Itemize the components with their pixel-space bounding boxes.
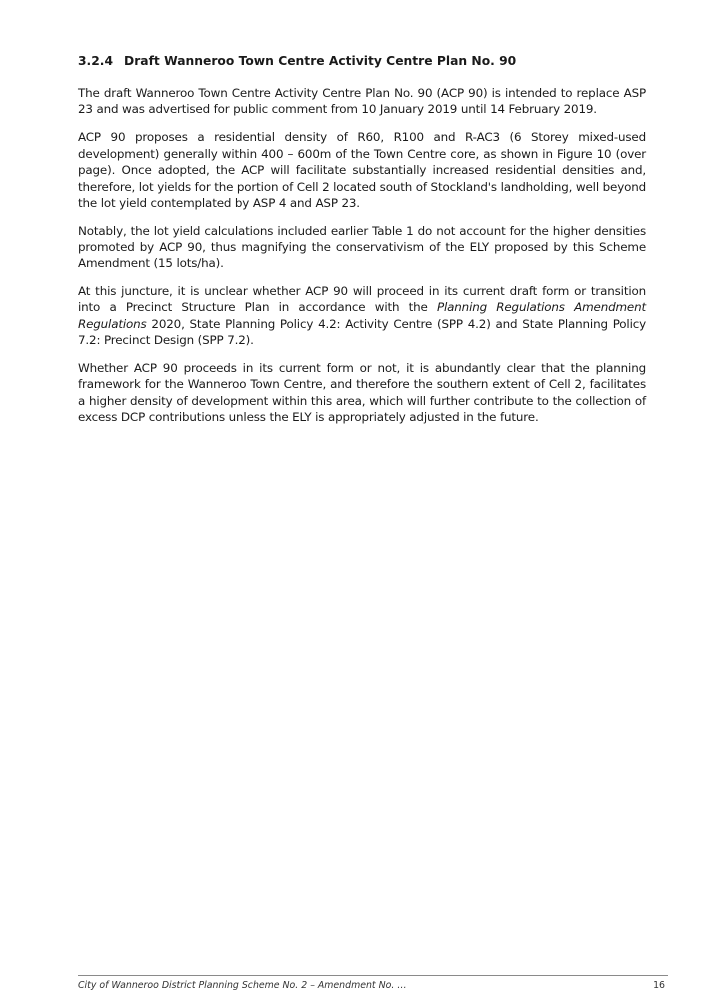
paragraph-2: ACP 90 proposes a residential density of R60, R100 and R-AC3 (6 Storey mixed-used development) generally within 400 – 600m of the Town Centre core, as shown in Figure 10 (over page). Once adopted, the ACP will facilitate substantially increased residential densities and, therefore, lot yields for the portion of Cell 2 located south of Stockland's landholding, well beyond the lot yield contemplated by ASP 4 and ASP 23. bbox=[78, 130, 646, 211]
paragraph-4-text-before: At this juncture, it is unclear whether ACP 90 will proceed in its current draft form or transition into a Precinct Structure Plan in accordance with the bbox=[78, 284, 646, 315]
page-content bbox=[78, 52, 646, 437]
regulation-title: Planning Regulations Amendment Regulations bbox=[78, 300, 646, 331]
paragraph-4-text-after: 2020, State Planning Policy 4.2: Activity Centre (SPP 4.2) and State Planning Policy 7.2: Precinct Design (SPP 7.2). bbox=[78, 316, 646, 348]
footer-document-title: City of Wanneroo District Planning Scheme No. 2 – Amendment No. … bbox=[78, 980, 407, 991]
section-title: Draft Wanneroo Town Centre Activity Centre Plan No. 90 bbox=[124, 54, 517, 68]
paragraph-3: Notably, the lot yield calculations included earlier Table 1 do not account for the higher densities promoted by ACP 90, thus magnifying the conservativism of the ELY proposed by this Scheme Amendment (15 lots/ha). bbox=[78, 223, 646, 271]
page-footer bbox=[78, 975, 668, 992]
paragraph-4 bbox=[78, 283, 646, 349]
footer-page-number: 16 bbox=[653, 980, 665, 991]
paragraph-5: Whether ACP 90 proceeds in its current form or not, it is abundantly clear that the planning framework for the Wanneroo Town Centre, and therefore the southern extent of Cell 2, facilitates a higher density of development within this area, which will further contribute to the collection of excess DCP contributions unless the ELY is appropriately adjusted in the future. bbox=[78, 360, 646, 425]
section-number: 3.2.4 bbox=[78, 54, 114, 68]
section-heading bbox=[78, 52, 646, 71]
paragraph-1: The draft Wanneroo Town Centre Activity Centre Plan No. 90 (ACP 90) is intended to replace ASP 23 and was advertised for public comment from 10 January 2019 until 14 February 2019. bbox=[78, 86, 646, 117]
